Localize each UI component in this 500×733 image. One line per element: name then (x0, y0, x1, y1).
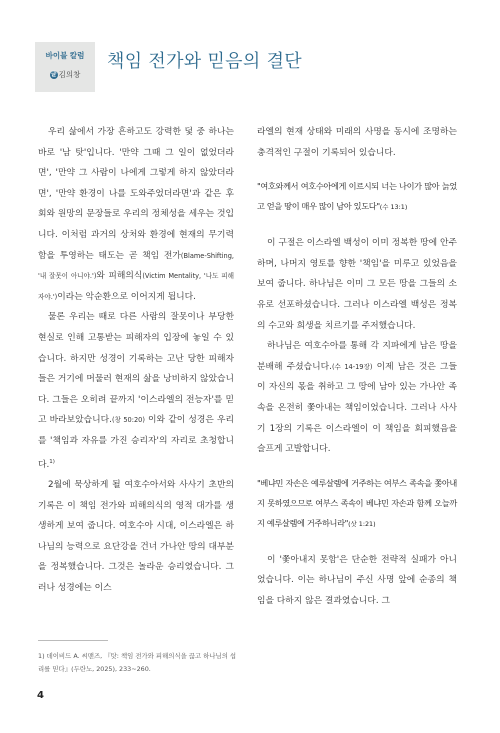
paragraph: 이 '쫓아내지 못함'은 단순한 전략적 실패가 아니었습니다. 이는 하나님이 주신 사명 앞에 순종의 책임을 다하지 않은 결과였습니다. 그 (257, 554, 457, 606)
left-column (38, 122, 234, 599)
paragraph: 하나님은 여호수아를 통해 각 지파에게 남은 땅을 분배해 주셨습니다.(수 14-19장) 이제 남은 것은 그들이 자신의 몫을 취하고 그 땅에 남아 있는 가나안 족속을 온전히 쫓아내는 책임이었습니다. 그러나 사사기 1장의 기록은 이스라엘이 이 책임을 회피했음을 슬프게 고발합니다. (257, 341, 458, 455)
column-name: 바이블 칼럼 (45, 51, 85, 60)
footnote-ref: 1) (49, 458, 55, 465)
footnote-divider (38, 640, 108, 641)
right-column (257, 122, 457, 612)
paragraph: 물론 우리는 때로 다른 사람의 잘못이나 부당한 현실로 인해 고통받는 피해자의 입장에 놓일 수 있습니다. 하지만 성경이 기록하는 고난 당한 피해자들은 거기에 머물러 현재의 삶을 낭비하지 않았습니다. 그들은 오히려 끝까지 '이스라엘의 전능자'를 믿고 바라보았습니다.(창 50:20) 이와 같이 성경은 우리를 '책임과 자유를 가진 승리자'의 자리로 초청합니다.$^{1)}$ (38, 312, 234, 470)
author-name: 김의창 (58, 70, 81, 79)
paragraph: 라엘의 현재 상태와 미래의 사명을 동시에 조명하는 충격적인 구절이 기록되어 있습니다. (257, 127, 457, 158)
paragraph: 이 구절은 이스라엘 백성이 이미 정복한 땅에 안주하며, 나머지 영토를 향한 '책임'을 미루고 있었음을 보여 줍니다. 하나님은 이미 그 모든 땅을 그들의 소유로 선포하셨습니다. 그러나 이스라엘 백성은 정복의 수고와 희생을 치르기를 주저했습니다. (257, 238, 457, 331)
column-badge (35, 42, 95, 92)
article-title: 책임 전가와 믿음의 결단 (107, 51, 302, 72)
scripture-quote: "여호와께서 여호수아에게 이르시되 너는 나이가 많아 늙었고 얻을 땅이 매우 많이 남아 있도다"(수 13:1) (257, 181, 457, 212)
footnote: 1) 데이비드 A. 씨맨즈, 『탓: 책임 전가와 피해의식을 끊고 하나님의 섭리를 믿다』(두란노, 2025), 233~260. (38, 652, 237, 673)
author-line (35, 69, 95, 80)
page-number: 4 (37, 690, 44, 701)
paragraph: 2월에 묵상하게 될 여호수아서와 사사기 초반의 기록은 이 책임 전가와 피해의식의 영적 대가를 생생하게 보여 줍니다. 여호수아 시대, 이스라엘은 하나님의 능력으로 요단강을 건너 가나안 땅의 대부분을 정복했습니다. 그것은 놀라운 승리였습니다. 그러나 성경에는 이스 (38, 480, 234, 593)
scripture-quote: "베냐민 자손은 예루살렘에 거주하는 여부스 족속을 쫓아내지 못하였으므로 여부스 족속이 베냐민 자손과 함께 오늘까지 예루살렘에 거주하니라"(삿 1:21) (257, 477, 457, 528)
paragraph: 우리 삶에서 가장 흔하고도 강력한 덫 중 하나는 바로 '남 탓'입니다. '만약 그때 그 일이 없었더라면', '만약 그 사람이 나에게 그렇게 하지 않았더라면', '만약 환경이 나를 도와주었더라면'과 같은 후회와 원망의 문장들로 우리의 정체성을 세우는 것입니다. 이처럼 과거의 상처와 환경에 현재의 무기력함을 투영하는 태도는 곧 책임 전가(Blame-Shifting, '내 잘못이 아니야.')와 피해의식(Victim Mentality, '나도 피해자야.')이라는 악순환으로 이어지게 됩니다. (38, 127, 234, 302)
author-mark: 글 (50, 71, 57, 78)
